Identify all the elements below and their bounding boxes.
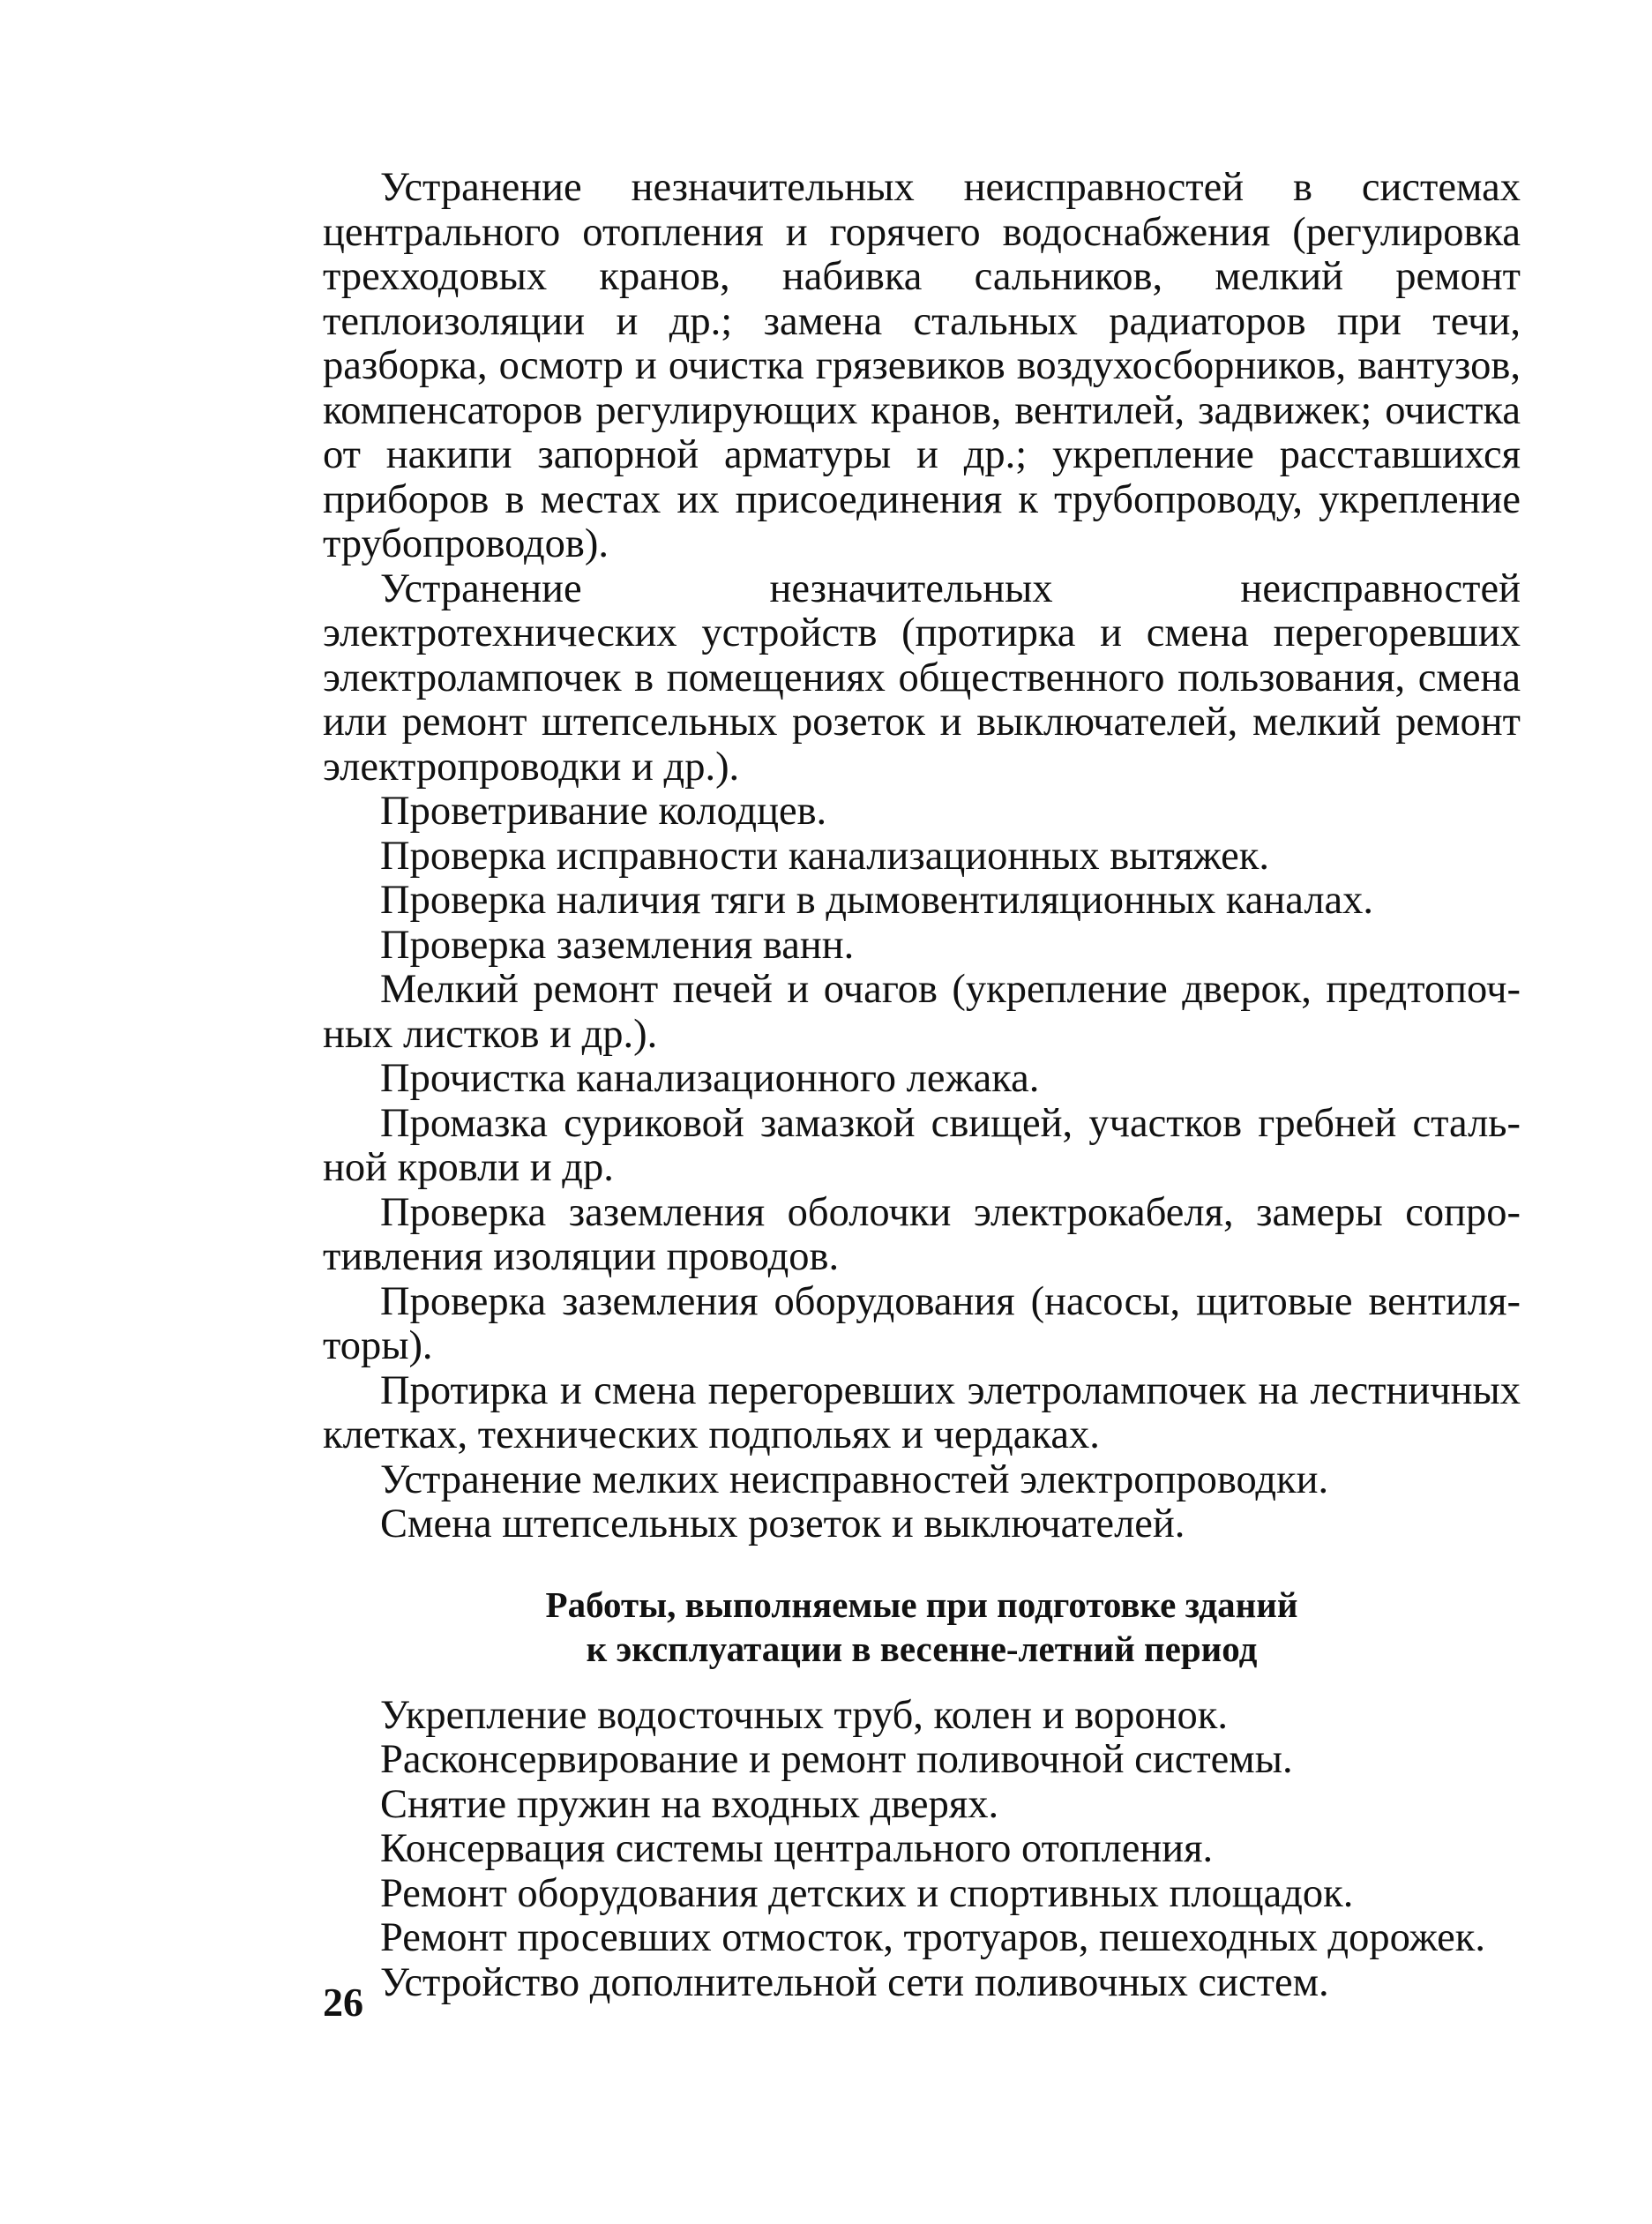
paragraph: Устранение незначительных неисправностей в системах центрального отопления и горячего водоснабжения (регулировка трехходовых кранов, набивка сальников, мелкий ремонт теплоизоляции и др.; замена стальных радиаторов при течи, разборка, осмотр и очистка грязевиков воздухосборников, вантузов, компенсаторов регулирующих кранов, вентилей, задвижек; очистка от накипи запорной арматуры и др.; укрепление расставшихся приборов в местах их присоединения к трубопроводу, укрепление трубопроводов).	[323, 165, 1521, 566]
paragraph: Расконсервирование и ремонт поливочной системы.	[380, 1737, 1293, 1782]
paragraph: Устройство дополнительной сети поливочных систем.	[380, 1959, 1329, 2005]
section-heading-line: к эксплуатации в весенне-летний период	[586, 1628, 1258, 1669]
paragraph: Протирка и смена перегоревших элетролампочек на лестничных клетках, технических подпольях и чердаках.	[323, 1367, 1521, 1457]
paragraph: Проверка наличия тяги в дымовентиляционных каналах.	[380, 878, 1374, 923]
paragraph: Устранение незначительных неисправностей электротехнических устройств (протирка и смена перегоревших электролампочек в помещениях общественного пользования, смена или ремонт штепсельных розеток и выключателей, мелкий ремонт электропроводки и др.).	[323, 565, 1521, 790]
section-heading-line: Работы, выполняемые при подготовке зданий	[545, 1584, 1298, 1625]
page-number: 26	[323, 1980, 363, 2025]
paragraph: Снятие пружин на входных дверях.	[380, 1781, 999, 1827]
paragraph: Мелкий ремонт печей и очагов (укрепление дверок, предтопочных листков и др.).	[323, 967, 1521, 1057]
paragraph: Консервация системы центрального отопления.	[380, 1826, 1214, 1871]
paragraph: Устранение мелких неисправностей электропроводки.	[380, 1456, 1329, 1502]
paragraph: Укрепление водосточных труб, колен и воронок.	[380, 1692, 1229, 1738]
paragraph: Промазка суриковой замазкой свищей, участков гребней стальной кровли и др.	[323, 1100, 1521, 1190]
paragraph: Ремонт просевших отмосток, тротуаров, пешеходных дорожек.	[380, 1915, 1486, 1960]
paragraph: Смена штепсельных розеток и выключателей.	[380, 1501, 1185, 1546]
paragraph: Проверка заземления оболочки электрокабеля, замеры сопротивления изоляции проводов.	[323, 1189, 1521, 1279]
paragraph: Проветривание колодцев.	[380, 789, 827, 834]
paragraph: Прочистка канализационного лежака.	[380, 1056, 1040, 1101]
paragraph: Проверка заземления ванн.	[380, 922, 855, 968]
paragraph: Проверка исправности канализационных вытяжек.	[380, 833, 1269, 879]
section-heading	[323, 1583, 1521, 1671]
paragraph: Ремонт оборудования детских и спортивных площадок.	[380, 1870, 1354, 1916]
paragraph: Проверка заземления оборудования (насосы, щитовые вентиляторы).	[323, 1278, 1521, 1368]
body-text	[323, 166, 1521, 2005]
